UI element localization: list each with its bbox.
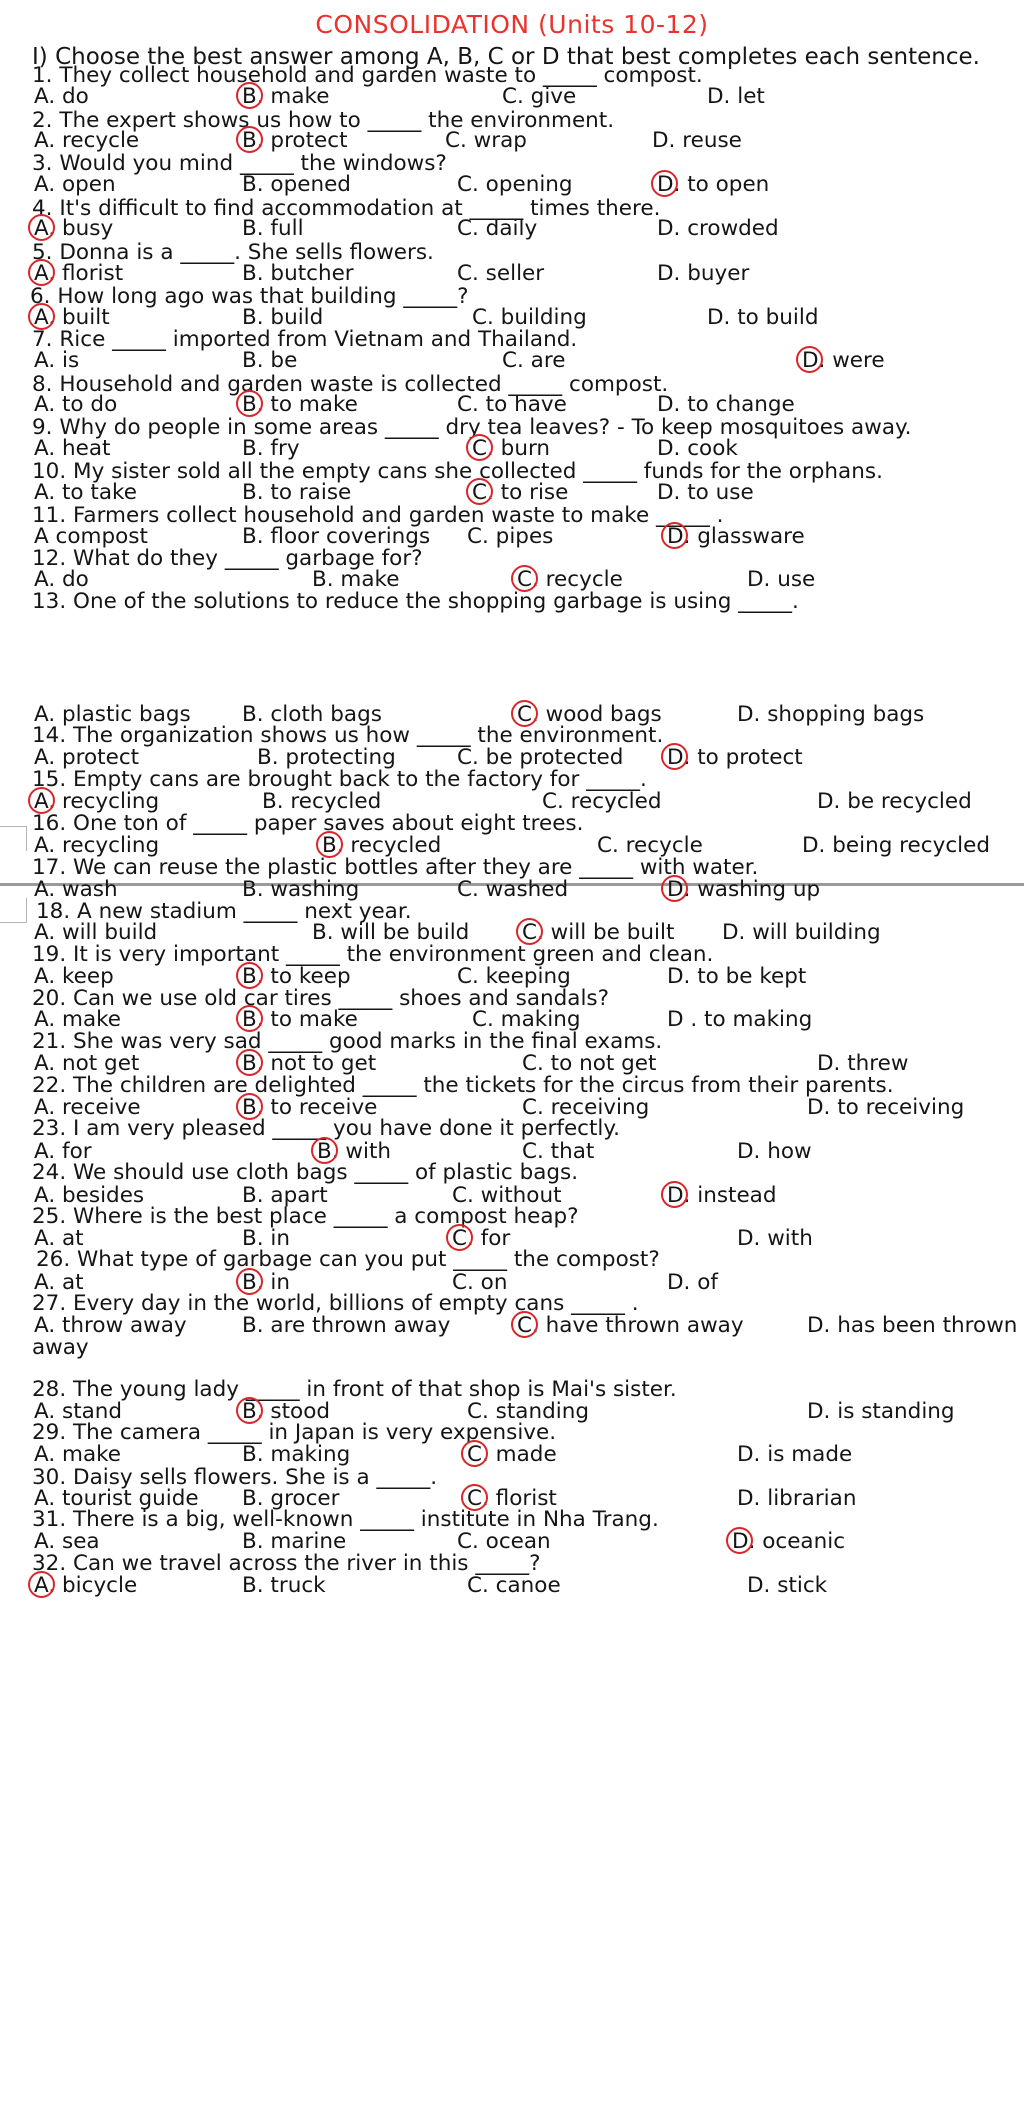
option-19-c[interactable]: C. keeping <box>457 964 571 989</box>
option-26-d[interactable]: D. of <box>667 1270 718 1295</box>
option-27-a[interactable]: A. throw away <box>34 1313 187 1338</box>
question-21: 21. She was very sad _____ good marks in the final exams. <box>32 1029 663 1054</box>
option-7-d[interactable]: D. were <box>802 348 885 373</box>
option-19-a[interactable]: A. keep <box>34 964 114 989</box>
option-30-a[interactable]: A. tourist guide <box>34 1486 199 1511</box>
option-23-c[interactable]: C. that <box>522 1139 595 1164</box>
option-8-c[interactable]: C. to have <box>457 392 567 417</box>
option-29-a[interactable]: A. make <box>34 1442 122 1467</box>
option-10-d[interactable]: D. to use <box>657 480 754 505</box>
option-5-d[interactable]: D. buyer <box>657 261 750 286</box>
option-1-d[interactable]: D. let <box>707 84 765 109</box>
option-12-d[interactable]: D. use <box>747 567 816 592</box>
option-7-c[interactable]: C. are <box>502 348 566 373</box>
option-21-d[interactable]: D. threw <box>817 1051 909 1076</box>
option-23-d[interactable]: D. how <box>737 1139 812 1164</box>
option-25-b[interactable]: B. in <box>242 1226 291 1251</box>
option-12-a[interactable]: A. do <box>34 567 89 592</box>
option-4-d[interactable]: D. crowded <box>657 216 779 241</box>
option-9-b[interactable]: B. fry <box>242 436 300 461</box>
option-29-c[interactable]: C. made <box>467 1442 557 1467</box>
question-29: 29. The camera _____ in Japan is very expensive. <box>32 1420 557 1445</box>
option-20-a[interactable]: A. make <box>34 1007 122 1032</box>
option-17-a[interactable]: A. wash <box>34 877 118 902</box>
question-1: 1. They collect household and garden waste to _____ compost. <box>32 63 703 88</box>
option-9-d[interactable]: D. cook <box>657 436 738 461</box>
option-22-c[interactable]: C. receiving <box>522 1095 650 1120</box>
question-2: 2. The expert shows us how to _____ the environment. <box>32 108 615 133</box>
option-21-b[interactable]: B. not to get <box>242 1051 377 1076</box>
option-18-b[interactable]: B. will be build <box>312 920 470 945</box>
option-7-a[interactable]: A. is <box>34 348 80 373</box>
option-32-b[interactable]: B. truck <box>242 1573 326 1598</box>
option-3-d[interactable]: D. to open <box>657 172 770 197</box>
question-30: 30. Daisy sells flowers. She is a _____. <box>32 1465 438 1490</box>
option-7-b[interactable]: B. be <box>242 348 298 373</box>
option-28-c[interactable]: C. standing <box>467 1399 590 1424</box>
option-25-a[interactable]: A. at <box>34 1226 84 1251</box>
option-9-a[interactable]: A. heat <box>34 436 111 461</box>
option-8-b[interactable]: B. to make <box>242 392 358 417</box>
answer-wrap-27: away <box>32 1335 89 1360</box>
question-25: 25. Where is the best place _____ a compost heap? <box>32 1204 579 1229</box>
option-12-c[interactable]: C. recycle <box>517 567 623 592</box>
option-25-c[interactable]: C. for <box>452 1226 511 1251</box>
question-23: 23. I am very pleased _____ you have done it perfectly. <box>32 1116 620 1141</box>
option-11-a[interactable]: A compost <box>34 524 148 549</box>
option-20-c[interactable]: C. making <box>472 1007 581 1032</box>
option-28-a[interactable]: A. stand <box>34 1399 123 1424</box>
option-14-c[interactable]: C. be protected <box>457 745 624 770</box>
option-1-b[interactable]: B. make <box>242 84 330 109</box>
option-26-c[interactable]: C. on <box>452 1270 508 1295</box>
question-9: 9. Why do people in some areas _____ dry tea leaves? - To keep mosquitoes away. <box>32 415 912 440</box>
option-11-b[interactable]: B. floor coverings <box>242 524 431 549</box>
question-27: 27. Every day in the world, billions of empty cans _____ . <box>32 1291 639 1316</box>
question-26: 26. What type of garbage can you put _____ the compost? <box>36 1247 660 1272</box>
option-13-d[interactable]: D. shopping bags <box>737 702 925 727</box>
option-27-b[interactable]: B. are thrown away <box>242 1313 451 1338</box>
option-32-a[interactable]: A. bicycle <box>34 1573 138 1598</box>
option-13-c[interactable]: C. wood bags <box>517 702 662 727</box>
option-27-c[interactable]: C. have thrown away <box>517 1313 744 1338</box>
option-2-a[interactable]: A. recycle <box>34 128 140 153</box>
option-31-a[interactable]: A. sea <box>34 1529 100 1554</box>
option-21-c[interactable]: C. to not get <box>522 1051 657 1076</box>
option-11-c[interactable]: C. pipes <box>467 524 554 549</box>
question-17: 17. We can reuse the plastic bottles after they are _____ with water. <box>32 855 759 880</box>
option-1-c[interactable]: C. give <box>502 84 577 109</box>
option-10-b[interactable]: B. to raise <box>242 480 352 505</box>
option-9-c[interactable]: C. burn <box>472 436 551 461</box>
option-2-c[interactable]: C. wrap <box>445 128 527 153</box>
option-4-a[interactable]: A. busy <box>34 216 114 241</box>
question-32: 32. Can we travel across the river in this _____? <box>32 1551 541 1576</box>
option-19-b[interactable]: B. to keep <box>242 964 351 989</box>
option-17-b[interactable]: B. washing <box>242 877 360 902</box>
question-4: 4. It's difficult to find accommodation at _____ times there. <box>32 196 661 221</box>
option-17-c[interactable]: C. washed <box>457 877 569 902</box>
question-16: 16. One ton of _____ paper saves about eight trees. <box>32 811 584 836</box>
option-25-d[interactable]: D. with <box>737 1226 813 1251</box>
option-18-c[interactable]: C. will be built <box>522 920 675 945</box>
question-6: 6. How long ago was that building _____? <box>30 284 469 309</box>
option-1-a[interactable]: A. do <box>34 84 89 109</box>
option-24-d[interactable]: D. instead <box>667 1183 777 1208</box>
option-14-b[interactable]: B. protecting <box>257 745 396 770</box>
option-23-a[interactable]: A. for <box>34 1139 92 1164</box>
question-14: 14. The organization shows us how _____ the environment. <box>32 723 664 748</box>
option-30-c[interactable]: C. florist <box>467 1486 557 1511</box>
question-18: 18. A new stadium _____ next year. <box>36 899 412 924</box>
page-title: CONSOLIDATION (Units 10-12) <box>315 10 709 39</box>
option-22-a[interactable]: A. receive <box>34 1095 141 1120</box>
option-22-b[interactable]: B. to receive <box>242 1095 378 1120</box>
option-3-b[interactable]: B. opened <box>242 172 351 197</box>
question-7: 7. Rice _____ imported from Vietnam and Thailand. <box>32 327 578 352</box>
question-12: 12. What do they _____ garbage for? <box>32 546 423 571</box>
option-16-c[interactable]: C. recycle <box>597 833 703 858</box>
option-15-b[interactable]: B. recycled <box>262 789 382 814</box>
option-8-d[interactable]: D. to change <box>657 392 795 417</box>
option-10-a[interactable]: A. to take <box>34 480 137 505</box>
question-28: 28. The young lady _____ in front of that shop is Mai's sister. <box>32 1377 677 1402</box>
option-16-a[interactable]: A. recycling <box>34 833 160 858</box>
option-10-c[interactable]: C. to rise <box>472 480 569 505</box>
option-26-b[interactable]: B. in <box>242 1270 291 1295</box>
option-13-b[interactable]: B. cloth bags <box>242 702 382 727</box>
option-15-c[interactable]: C. recycled <box>542 789 662 814</box>
option-27-d[interactable]: D. has been thrown <box>807 1313 1018 1338</box>
option-6-b[interactable]: B. build <box>242 305 324 330</box>
option-30-b[interactable]: B. grocer <box>242 1486 340 1511</box>
option-15-d[interactable]: D. be recycled <box>817 789 972 814</box>
option-11-d[interactable]: D. glassware <box>667 524 805 549</box>
option-16-b[interactable]: B. recycled <box>322 833 442 858</box>
option-20-d[interactable]: D . to making <box>667 1007 813 1032</box>
question-8: 8. Household and garden waste is collected _____ compost. <box>32 372 669 397</box>
option-31-d[interactable]: D. oceanic <box>732 1529 846 1554</box>
option-21-a[interactable]: A. not get <box>34 1051 140 1076</box>
option-14-d[interactable]: D. to protect <box>667 745 803 770</box>
option-13-a[interactable]: A. plastic bags <box>34 702 191 727</box>
question-3: 3. Would you mind _____ the windows? <box>32 151 447 176</box>
question-24: 24. We should use cloth bags _____ of plastic bags. <box>32 1160 579 1185</box>
question-15: 15. Empty cans are brought back to the factory for _____. <box>32 767 647 792</box>
option-15-a[interactable]: A. recycling <box>34 789 160 814</box>
question-31: 31. There is a big, well-known _____ institute in Nha Trang. <box>32 1507 659 1532</box>
option-30-d[interactable]: D. librarian <box>737 1486 857 1511</box>
option-32-c[interactable]: C. canoe <box>467 1573 561 1598</box>
option-32-d[interactable]: D. stick <box>747 1573 828 1598</box>
option-17-d[interactable]: D. washing up <box>667 877 821 902</box>
section-instruction: I) Choose the best answer among A, B, C or D that best completes each sentence. <box>32 44 980 70</box>
option-23-b[interactable]: B. with <box>317 1139 392 1164</box>
option-12-b[interactable]: B. make <box>312 567 400 592</box>
option-4-c[interactable]: C. daily <box>457 216 538 241</box>
option-18-a[interactable]: A. will build <box>34 920 158 945</box>
option-8-a[interactable]: A. to do <box>34 392 118 417</box>
option-4-b[interactable]: B. full <box>242 216 304 241</box>
option-18-d[interactable]: D. will building <box>722 920 881 945</box>
option-31-b[interactable]: B. marine <box>242 1529 347 1554</box>
option-5-c[interactable]: C. seller <box>457 261 545 286</box>
answer-row-27 <box>0 1314 1024 1340</box>
question-10: 10. My sister sold all the empty cans she collected _____ funds for the orphans. <box>32 459 883 484</box>
option-3-a[interactable]: A. open <box>34 172 116 197</box>
option-5-a[interactable]: A. florist <box>34 261 124 286</box>
question-22: 22. The children are delighted _____ the tickets for the circus from their parents. <box>32 1073 894 1098</box>
option-2-d[interactable]: D. reuse <box>652 128 742 153</box>
option-6-c[interactable]: C. building <box>472 305 587 330</box>
option-26-a[interactable]: A. at <box>34 1270 84 1295</box>
question-19: 19. It is very important _____ the environment green and clean. <box>32 942 714 967</box>
option-24-b[interactable]: B. apart <box>242 1183 328 1208</box>
option-28-d[interactable]: D. is standing <box>807 1399 955 1424</box>
question-11: 11. Farmers collect household and garden waste to make _____ . <box>32 503 724 528</box>
option-24-a[interactable]: A. besides <box>34 1183 145 1208</box>
question-20: 20. Can we use old car tires _____ shoes and sandals? <box>32 986 610 1011</box>
option-29-d[interactable]: D. is made <box>737 1442 853 1467</box>
question-13: 13. One of the solutions to reduce the shopping garbage is using _____. <box>32 589 799 614</box>
option-19-d[interactable]: D. to be kept <box>667 964 807 989</box>
option-3-c[interactable]: C. opening <box>457 172 573 197</box>
option-24-c[interactable]: C. without <box>452 1183 562 1208</box>
option-31-c[interactable]: C. ocean <box>457 1529 551 1554</box>
option-2-b[interactable]: B. protect <box>242 128 348 153</box>
option-20-b[interactable]: B. to make <box>242 1007 358 1032</box>
option-6-d[interactable]: D. to build <box>707 305 819 330</box>
option-6-a[interactable]: A. built <box>34 305 110 330</box>
option-22-d[interactable]: D. to receiving <box>807 1095 965 1120</box>
answer-row-32 <box>0 1574 1024 1600</box>
option-28-b[interactable]: B. stood <box>242 1399 331 1424</box>
question-5: 5. Donna is a _____. She sells flowers. <box>32 240 434 265</box>
option-5-b[interactable]: B. butcher <box>242 261 354 286</box>
option-16-d[interactable]: D. being recycled <box>802 833 990 858</box>
option-14-a[interactable]: A. protect <box>34 745 140 770</box>
option-29-b[interactable]: B. making <box>242 1442 351 1467</box>
